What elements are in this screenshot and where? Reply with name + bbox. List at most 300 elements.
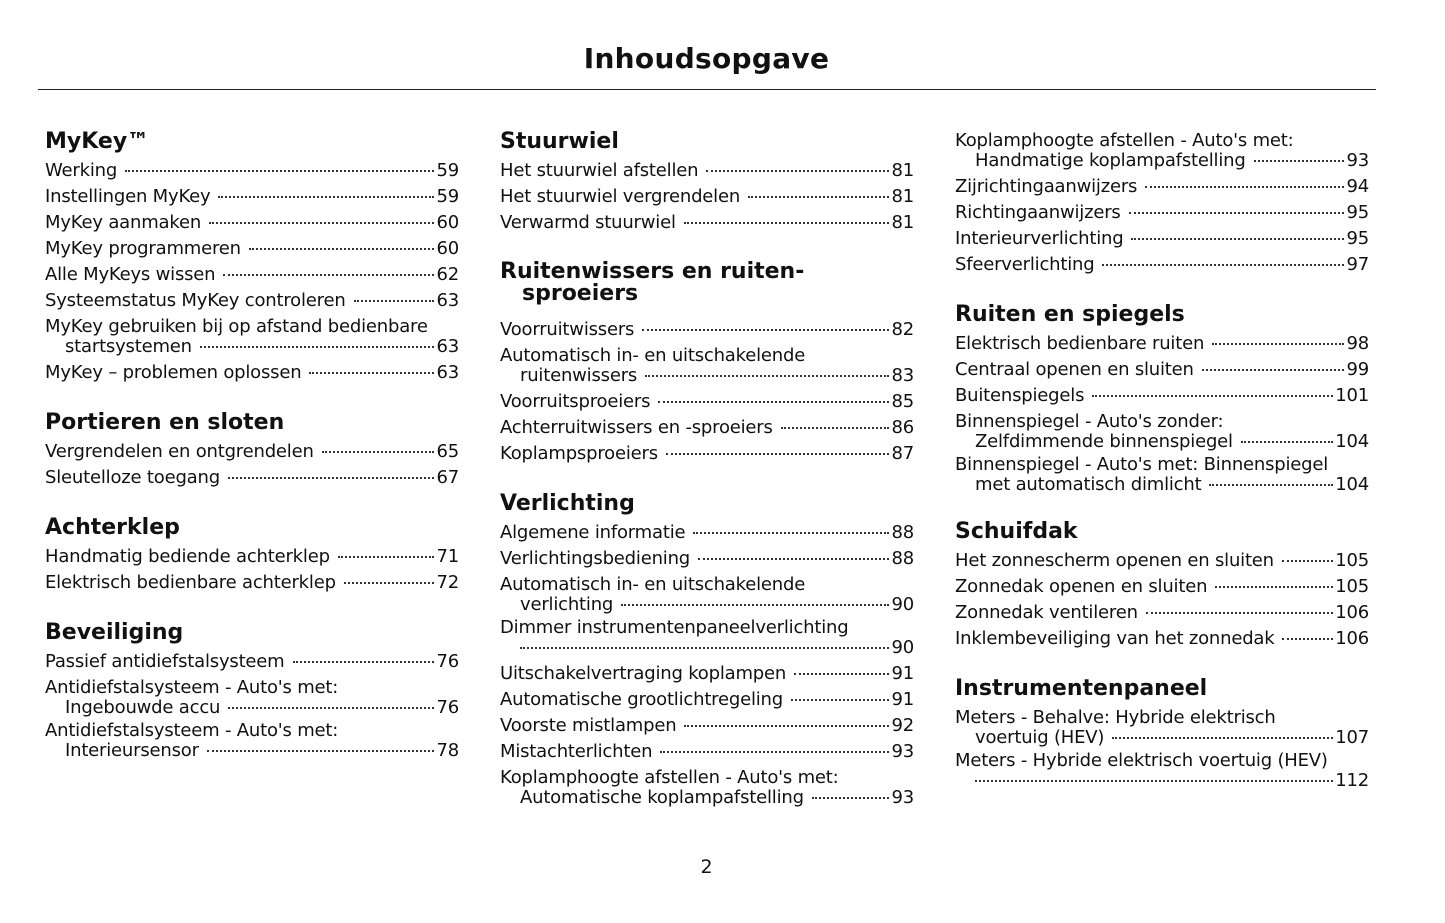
section-heading-text: Stuurwiel bbox=[500, 129, 619, 154]
toc-entry[interactable] bbox=[45, 210, 459, 236]
toc-page-number[interactable]: 59 bbox=[436, 186, 459, 207]
dot-leader bbox=[698, 558, 889, 560]
toc-entry-title[interactable]: Handmatig bediende achterklep bbox=[45, 546, 330, 567]
toc-section bbox=[955, 301, 1369, 495]
toc-entry-title[interactable]: Elektrisch bedienbare ruiten bbox=[955, 333, 1205, 354]
toc-entry-title[interactable]: Sleutelloze toegang bbox=[45, 467, 220, 488]
toc-entry-line bbox=[45, 465, 459, 491]
toc-entry[interactable] bbox=[45, 288, 459, 314]
toc-entry[interactable] bbox=[45, 721, 459, 761]
toc-entry-line bbox=[45, 741, 459, 761]
dot-leader bbox=[322, 451, 435, 453]
toc-entry-line bbox=[500, 768, 914, 788]
toc-page-number[interactable]: 86 bbox=[891, 417, 914, 438]
toc-entry-title[interactable]: MyKey programmeren bbox=[45, 238, 241, 259]
toc-entry-title[interactable]: Automatische grootlichtregeling bbox=[500, 689, 783, 710]
toc-entry-line bbox=[955, 771, 1369, 791]
section-heading-text-cont: sproeiers bbox=[522, 281, 639, 306]
toc-entry[interactable] bbox=[500, 415, 914, 441]
toc-entry-title[interactable]: Werking bbox=[45, 160, 118, 181]
toc-page-number[interactable]: 93 bbox=[891, 787, 914, 808]
dot-leader bbox=[520, 647, 889, 649]
dot-leader bbox=[249, 248, 435, 250]
toc-entry-title[interactable]: MyKey – problemen oplossen bbox=[45, 362, 302, 383]
section-heading-text: Verlichting bbox=[500, 491, 635, 516]
toc-entry-title[interactable]: Verlichtingsbediening bbox=[500, 548, 691, 569]
toc-entry-line bbox=[955, 252, 1369, 278]
dot-leader bbox=[125, 170, 434, 172]
toc-entry-title[interactable]: Verwarmd stuurwiel bbox=[500, 212, 676, 233]
toc-entry-title[interactable]: Algemene informatie bbox=[500, 522, 686, 543]
toc-entry-line bbox=[955, 383, 1369, 409]
dot-leader bbox=[666, 453, 890, 455]
dot-leader bbox=[1282, 560, 1333, 562]
toc-entry[interactable] bbox=[955, 455, 1369, 495]
toc-entry[interactable] bbox=[955, 600, 1369, 626]
toc-entry-title[interactable]: Passief antidiefstalsysteem bbox=[45, 651, 285, 672]
toc-entry-title[interactable]: Het zonnescherm openen en sluiten bbox=[955, 550, 1274, 571]
toc-page-number[interactable]: 99 bbox=[1346, 359, 1369, 380]
toc-entry-title[interactable]: Alle MyKeys wissen bbox=[45, 264, 216, 285]
dot-leader bbox=[1145, 186, 1344, 188]
toc-page-number[interactable]: 78 bbox=[436, 740, 459, 761]
toc-entry-line bbox=[500, 546, 914, 572]
toc-entry-line bbox=[500, 210, 914, 236]
dot-leader bbox=[684, 725, 889, 727]
toc-entry-line bbox=[45, 360, 459, 386]
toc-entry-line bbox=[500, 441, 914, 467]
section-heading-text: MyKey™ bbox=[45, 129, 150, 154]
toc-entry-line bbox=[45, 262, 459, 288]
toc-entry-line bbox=[500, 713, 914, 739]
toc-page-number[interactable]: 76 bbox=[436, 697, 459, 718]
dot-leader bbox=[218, 196, 434, 198]
toc-entry-title[interactable]: Voorste mistlampen bbox=[500, 715, 677, 736]
toc-entry[interactable] bbox=[500, 768, 914, 808]
toc-page-number[interactable]: 63 bbox=[436, 290, 459, 311]
toc-entry-line bbox=[500, 158, 914, 184]
section-heading bbox=[955, 301, 1369, 331]
section-heading bbox=[955, 675, 1369, 705]
toc-entry[interactable] bbox=[500, 389, 914, 415]
toc-page-number[interactable]: 101 bbox=[1335, 385, 1369, 406]
toc-entry-title[interactable]: Instellingen MyKey bbox=[45, 186, 211, 207]
toc-entry[interactable] bbox=[500, 317, 914, 343]
toc-page-number[interactable]: 93 bbox=[891, 741, 914, 762]
section-heading-text: Achterklep bbox=[45, 515, 180, 540]
dot-leader bbox=[200, 346, 435, 348]
toc-section bbox=[45, 128, 459, 386]
toc-entry-line bbox=[955, 174, 1369, 200]
toc-entry[interactable] bbox=[955, 174, 1369, 200]
toc-entry-line bbox=[45, 184, 459, 210]
toc-entry-title-cont: verlichting bbox=[520, 594, 614, 615]
dot-leader bbox=[209, 222, 434, 224]
toc-page-number[interactable]: 112 bbox=[1335, 770, 1369, 791]
toc-page-number[interactable]: 104 bbox=[1335, 431, 1369, 452]
toc-entry[interactable] bbox=[45, 439, 459, 465]
toc-entry-title[interactable]: Binnenspiegel - Auto's met: Binnenspiegel bbox=[955, 454, 1329, 475]
toc-entry-line bbox=[500, 317, 914, 343]
dot-leader bbox=[781, 427, 890, 429]
dot-leader bbox=[354, 300, 435, 302]
toc-entry-line bbox=[500, 389, 914, 415]
toc-entry-title[interactable]: Richtingaanwijzers bbox=[955, 202, 1121, 223]
toc-page-number[interactable]: 76 bbox=[436, 651, 459, 672]
toc-entry-line bbox=[45, 570, 459, 596]
dot-leader bbox=[1131, 238, 1344, 240]
toc-entry-title[interactable]: Elektrisch bedienbare achterklep bbox=[45, 572, 336, 593]
toc-page-number[interactable]: 91 bbox=[891, 689, 914, 710]
toc-entry-line bbox=[45, 288, 459, 314]
toc-entry[interactable] bbox=[500, 184, 914, 210]
toc-entry[interactable] bbox=[500, 520, 914, 546]
toc-entry-title[interactable]: Vergrendelen en ontgrendelen bbox=[45, 441, 314, 462]
toc-page-number[interactable]: 93 bbox=[1346, 150, 1369, 171]
toc-entry-line bbox=[500, 366, 914, 386]
toc-entry-line bbox=[955, 626, 1369, 652]
toc-entry-title[interactable]: Zonnedak openen en sluiten bbox=[955, 576, 1208, 597]
dot-leader bbox=[1282, 638, 1333, 640]
toc-page-number[interactable]: 94 bbox=[1346, 176, 1369, 197]
toc-entry-line bbox=[45, 698, 459, 718]
toc-entry-line bbox=[955, 708, 1369, 728]
toc-entry-title[interactable]: Systeemstatus MyKey controleren bbox=[45, 290, 346, 311]
section-heading bbox=[500, 128, 914, 158]
toc-page-number[interactable]: 83 bbox=[891, 365, 914, 386]
dot-leader bbox=[621, 604, 889, 606]
toc-entry[interactable] bbox=[955, 226, 1369, 252]
toc-entry[interactable] bbox=[500, 346, 914, 386]
toc-entry-title[interactable]: Voorruitwissers bbox=[500, 319, 635, 340]
dot-leader bbox=[1129, 212, 1345, 214]
toc-entry-title[interactable]: Koplamphoogte afstellen - Auto's met: bbox=[500, 767, 839, 788]
toc-entry-line bbox=[45, 649, 459, 675]
toc-entry-title[interactable]: Het stuurwiel vergrendelen bbox=[500, 186, 741, 207]
toc-page-number[interactable]: 72 bbox=[436, 572, 459, 593]
toc-entry-line bbox=[500, 415, 914, 441]
toc-entry-line bbox=[955, 600, 1369, 626]
toc-section bbox=[45, 409, 459, 491]
toc-entry[interactable] bbox=[955, 131, 1369, 171]
toc-entry-line bbox=[45, 721, 459, 741]
dot-leader bbox=[228, 707, 434, 709]
toc-entry-line bbox=[955, 728, 1369, 748]
toc-page-number[interactable]: 81 bbox=[891, 160, 914, 181]
toc-page-number[interactable]: 95 bbox=[1346, 228, 1369, 249]
toc-entry[interactable] bbox=[500, 546, 914, 572]
toc-page-number[interactable]: 67 bbox=[436, 467, 459, 488]
toc-page-number[interactable]: 85 bbox=[891, 391, 914, 412]
toc-entry[interactable] bbox=[500, 210, 914, 236]
toc-entry[interactable] bbox=[500, 158, 914, 184]
dot-leader bbox=[1209, 484, 1333, 486]
toc-entry[interactable] bbox=[955, 574, 1369, 600]
toc-entry-line bbox=[500, 618, 914, 638]
toc-entry-line bbox=[45, 337, 459, 357]
toc-page-number[interactable]: 81 bbox=[891, 212, 914, 233]
toc-entry-title-cont: voertuig (HEV) bbox=[975, 727, 1105, 748]
toc-entry-line bbox=[955, 548, 1369, 574]
toc-entry-title[interactable]: MyKey aanmaken bbox=[45, 212, 202, 233]
toc-page-number[interactable]: 95 bbox=[1346, 202, 1369, 223]
toc-section bbox=[955, 518, 1369, 652]
toc-entry[interactable] bbox=[45, 184, 459, 210]
toc-entry-line bbox=[45, 210, 459, 236]
section-heading-text: Beveiliging bbox=[45, 620, 184, 645]
toc-page-number[interactable]: 65 bbox=[436, 441, 459, 462]
dot-leader bbox=[293, 661, 435, 663]
toc-entry-title[interactable]: Voorruitsproeiers bbox=[500, 391, 651, 412]
toc-entry-line bbox=[500, 520, 914, 546]
toc-page-number[interactable]: 62 bbox=[436, 264, 459, 285]
toc-column-2 bbox=[500, 128, 914, 831]
toc-entry-line bbox=[45, 236, 459, 262]
toc-entry[interactable] bbox=[955, 252, 1369, 278]
toc-entry-title-cont: Automatische koplampafstelling bbox=[520, 787, 804, 808]
dot-leader bbox=[684, 222, 890, 224]
toc-entry-line bbox=[45, 317, 459, 337]
toc-entry-line bbox=[45, 678, 459, 698]
toc-entry-title[interactable]: Meters - Behalve: Hybride elektrisch bbox=[955, 707, 1276, 728]
toc-entry-title[interactable]: Dimmer instrumentenpaneelverlichting bbox=[500, 617, 849, 638]
dot-leader bbox=[1202, 369, 1345, 371]
toc-section bbox=[955, 131, 1369, 278]
toc-page-number[interactable]: 91 bbox=[891, 663, 914, 684]
toc-entry[interactable] bbox=[955, 331, 1369, 357]
toc-entry[interactable] bbox=[955, 548, 1369, 574]
toc-page-number[interactable]: 88 bbox=[891, 522, 914, 543]
dot-leader bbox=[338, 556, 435, 558]
dot-leader bbox=[791, 699, 889, 701]
toc-column-1 bbox=[45, 128, 459, 784]
toc-entry-title[interactable]: Koplamphoogte afstellen - Auto's met: bbox=[955, 130, 1294, 151]
section-heading bbox=[500, 490, 914, 520]
toc-entry-line bbox=[955, 412, 1369, 432]
section-heading bbox=[45, 128, 459, 158]
toc-entry[interactable] bbox=[500, 575, 914, 615]
toc-entry[interactable] bbox=[955, 751, 1369, 791]
dot-leader bbox=[812, 797, 890, 799]
toc-entry-line bbox=[955, 574, 1369, 600]
toc-entry-line bbox=[500, 638, 914, 658]
toc-column-3 bbox=[955, 128, 1369, 814]
toc-entry[interactable] bbox=[45, 236, 459, 262]
toc-page-number[interactable]: 82 bbox=[891, 319, 914, 340]
toc-entry[interactable] bbox=[955, 383, 1369, 409]
dot-leader bbox=[658, 401, 889, 403]
toc-entry-line bbox=[955, 151, 1369, 171]
dot-leader bbox=[1241, 441, 1333, 443]
dot-leader bbox=[344, 582, 435, 584]
toc-section bbox=[45, 514, 459, 596]
dot-leader bbox=[642, 329, 889, 331]
toc-entry-title[interactable]: Automatisch in- en uitschakelende bbox=[500, 345, 806, 366]
toc-entry-title-cont: Ingebouwde accu bbox=[65, 697, 221, 718]
toc-entry[interactable] bbox=[500, 661, 914, 687]
section-heading bbox=[45, 514, 459, 544]
toc-entry[interactable] bbox=[500, 687, 914, 713]
title-divider bbox=[38, 89, 1376, 90]
toc-page-number[interactable]: 60 bbox=[436, 238, 459, 259]
toc-entry[interactable] bbox=[500, 441, 914, 467]
toc-entry-title-cont: Zelfdimmende binnenspiegel bbox=[975, 431, 1233, 452]
section-heading-text: Ruiten en spiegels bbox=[955, 302, 1185, 327]
toc-entry-line bbox=[955, 751, 1369, 771]
toc-entry[interactable] bbox=[45, 570, 459, 596]
toc-entry-line bbox=[500, 788, 914, 808]
dot-leader bbox=[228, 477, 435, 479]
toc-entry[interactable] bbox=[955, 708, 1369, 748]
section-heading bbox=[500, 259, 914, 317]
toc-section bbox=[500, 490, 914, 808]
toc-section bbox=[45, 619, 459, 761]
toc-entry-line bbox=[500, 346, 914, 366]
toc-section bbox=[500, 128, 914, 236]
page-title: Inhoudsopgave bbox=[583, 42, 830, 75]
toc-page-number[interactable]: 107 bbox=[1335, 727, 1369, 748]
toc-page-number[interactable]: 98 bbox=[1346, 333, 1369, 354]
toc-entry-line bbox=[955, 131, 1369, 151]
section-heading bbox=[45, 619, 459, 649]
toc-entry-title[interactable]: Mistachterlichten bbox=[500, 741, 653, 762]
toc-entry-line bbox=[45, 439, 459, 465]
toc-entry-line bbox=[955, 432, 1369, 452]
toc-entry-title[interactable]: Koplampsproeiers bbox=[500, 443, 658, 464]
dot-leader bbox=[1102, 264, 1344, 266]
dot-leader bbox=[660, 751, 889, 753]
toc-entry-title-cont: Handmatige koplampafstelling bbox=[975, 150, 1246, 171]
toc-entry-title[interactable]: Automatisch in- en uitschakelende bbox=[500, 574, 806, 595]
dot-leader bbox=[645, 375, 889, 377]
toc-entry-title[interactable]: Zijrichtingaanwijzers bbox=[955, 176, 1138, 197]
toc-page-number[interactable]: 63 bbox=[436, 362, 459, 383]
toc-page-number[interactable]: 105 bbox=[1335, 550, 1369, 571]
toc-entry-line bbox=[955, 200, 1369, 226]
toc-page-number[interactable]: 106 bbox=[1335, 602, 1369, 623]
toc-entry-title[interactable]: Binnenspiegel - Auto's zonder: bbox=[955, 411, 1224, 432]
toc-entry-title-cont: startsystemen bbox=[65, 336, 192, 357]
dot-leader bbox=[1215, 586, 1333, 588]
toc-entry-title[interactable]: Achterruitwissers en -sproeiers bbox=[500, 417, 773, 438]
toc-entry-line bbox=[45, 544, 459, 570]
toc-entry[interactable] bbox=[45, 317, 459, 357]
toc-section bbox=[955, 675, 1369, 791]
dot-leader bbox=[223, 274, 434, 276]
toc-entry-line bbox=[500, 575, 914, 595]
toc-section bbox=[500, 259, 914, 467]
dot-leader bbox=[794, 673, 889, 675]
toc-entry[interactable] bbox=[500, 739, 914, 765]
toc-entry-title[interactable]: Centraal openen en sluiten bbox=[955, 359, 1194, 380]
toc-entry-line bbox=[500, 595, 914, 615]
toc-page-number[interactable]: 104 bbox=[1335, 474, 1369, 495]
toc-page-number[interactable]: 63 bbox=[436, 336, 459, 357]
toc-entry[interactable] bbox=[955, 626, 1369, 652]
toc-entry-title[interactable]: Het stuurwiel afstellen bbox=[500, 160, 699, 181]
toc-entry-line bbox=[500, 739, 914, 765]
toc-entry-title[interactable]: Inklembeveiliging van het zonnedak bbox=[955, 628, 1275, 649]
toc-entry-line bbox=[955, 226, 1369, 252]
toc-entry[interactable] bbox=[45, 678, 459, 718]
section-heading bbox=[45, 409, 459, 439]
toc-entry[interactable] bbox=[500, 618, 914, 658]
section-heading bbox=[955, 518, 1369, 548]
toc-entry-title[interactable]: Interieurverlichting bbox=[955, 228, 1124, 249]
section-heading-text: Schuifdak bbox=[955, 519, 1078, 544]
dot-leader bbox=[1112, 737, 1333, 739]
toc-page-number[interactable]: 60 bbox=[436, 212, 459, 233]
toc-page-number[interactable]: 90 bbox=[891, 637, 914, 658]
section-heading-text: Ruitenwissers en ruiten- bbox=[500, 259, 805, 284]
toc-entry-title[interactable]: Antidiefstalsysteem - Auto's met: bbox=[45, 677, 339, 698]
toc-entry-title-cont: Interieursensor bbox=[65, 740, 199, 761]
toc-entry-line bbox=[955, 357, 1369, 383]
toc-entry-line bbox=[500, 184, 914, 210]
toc-entry-line bbox=[500, 661, 914, 687]
toc-entry-title-cont: ruitenwissers bbox=[520, 365, 638, 386]
toc-entry[interactable] bbox=[45, 262, 459, 288]
toc-entry-line bbox=[500, 687, 914, 713]
toc-page-number[interactable]: 105 bbox=[1335, 576, 1369, 597]
toc-entry-title[interactable]: Zonnedak ventileren bbox=[955, 602, 1138, 623]
toc-entry-title[interactable]: Meters - Hybride elektrisch voertuig (HEV) bbox=[955, 750, 1328, 771]
toc-entry-line bbox=[45, 158, 459, 184]
toc-entry[interactable] bbox=[45, 158, 459, 184]
toc-entry[interactable] bbox=[500, 713, 914, 739]
toc-entry[interactable] bbox=[45, 544, 459, 570]
dot-leader bbox=[309, 372, 434, 374]
toc-page-number[interactable]: 87 bbox=[891, 443, 914, 464]
toc-page-number[interactable]: 90 bbox=[891, 594, 914, 615]
dot-leader bbox=[975, 780, 1333, 782]
toc-entry-line bbox=[955, 455, 1369, 475]
toc-page-number[interactable]: 81 bbox=[891, 186, 914, 207]
toc-entry[interactable] bbox=[955, 357, 1369, 383]
page-number: 2 bbox=[700, 856, 713, 878]
toc-page-number[interactable]: 106 bbox=[1335, 628, 1369, 649]
toc-entry-title[interactable]: Sfeerverlichting bbox=[955, 254, 1095, 275]
toc-page-number[interactable]: 59 bbox=[436, 160, 459, 181]
toc-page-number[interactable]: 71 bbox=[436, 546, 459, 567]
dot-leader bbox=[1092, 395, 1333, 397]
dot-leader bbox=[1254, 160, 1345, 162]
toc-page-number[interactable]: 88 bbox=[891, 548, 914, 569]
toc-entry[interactable] bbox=[955, 200, 1369, 226]
toc-entry[interactable] bbox=[45, 465, 459, 491]
dot-leader bbox=[748, 196, 889, 198]
toc-entry-title[interactable]: Uitschakelvertraging koplampen bbox=[500, 663, 787, 684]
toc-entry-line bbox=[955, 475, 1369, 495]
section-heading-text: Instrumentenpaneel bbox=[955, 676, 1208, 701]
toc-page-number[interactable]: 97 bbox=[1346, 254, 1369, 275]
dot-leader bbox=[207, 750, 435, 752]
dot-leader bbox=[1146, 612, 1333, 614]
toc-page-number[interactable]: 92 bbox=[891, 715, 914, 736]
dot-leader bbox=[706, 170, 889, 172]
toc-entry-line bbox=[955, 331, 1369, 357]
toc-entry-title[interactable]: Antidiefstalsysteem - Auto's met: bbox=[45, 720, 339, 741]
dot-leader bbox=[1212, 343, 1344, 345]
toc-entry-title-cont: met automatisch dimlicht bbox=[975, 474, 1202, 495]
toc-entry[interactable] bbox=[955, 412, 1369, 452]
dot-leader bbox=[693, 532, 889, 534]
section-heading-text: Portieren en sloten bbox=[45, 410, 285, 435]
toc-entry[interactable] bbox=[45, 649, 459, 675]
toc-entry[interactable] bbox=[45, 360, 459, 386]
toc-entry-title[interactable]: Buitenspiegels bbox=[955, 385, 1085, 406]
toc-entry-title[interactable]: MyKey gebruiken bij op afstand bedienbare bbox=[45, 316, 428, 337]
